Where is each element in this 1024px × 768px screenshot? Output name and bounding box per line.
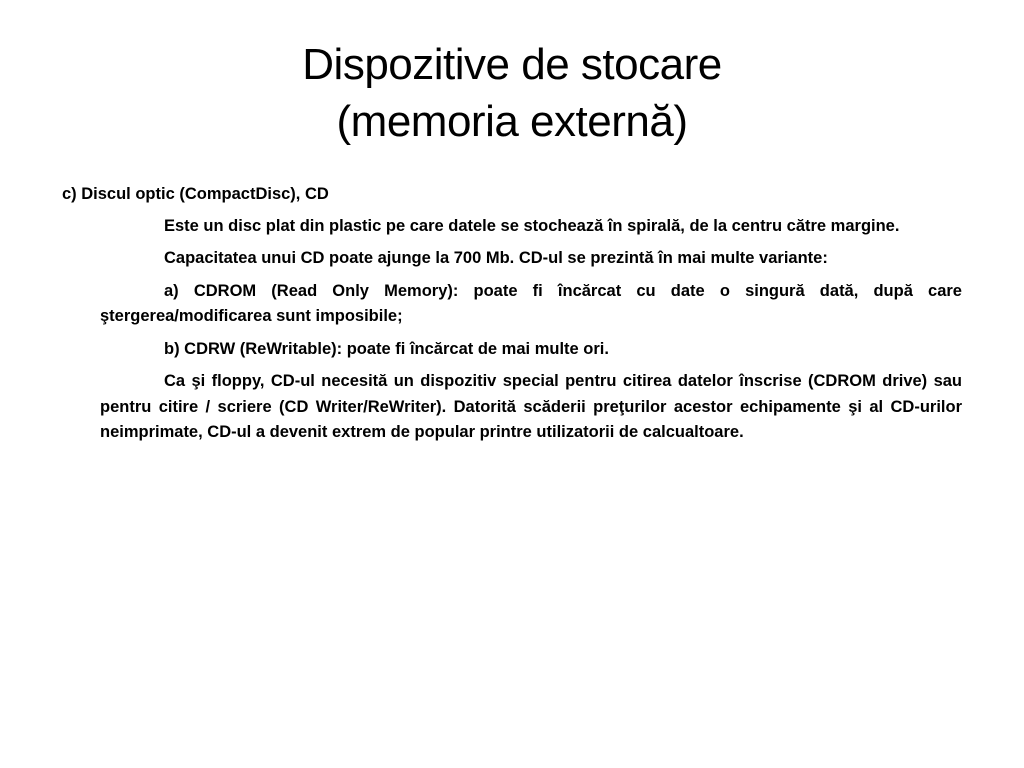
slide-body: [62, 182, 962, 453]
slide-title: [80, 36, 944, 150]
section-heading: c) Discul optic (CompactDisc), CD: [62, 185, 329, 203]
slide-title-line-1: Dispozitive de stocare: [302, 40, 722, 89]
paragraph-cdrw: b) CDRW (ReWritable): poate fi încărcat de mai multe ori.: [164, 339, 609, 358]
paragraph-capacity: Capacitatea unui CD poate ajunge la 700 Mb. CD-ul se prezintă în mai multe variante:: [164, 249, 828, 267]
slide-title-line-2: (memoria externă): [336, 97, 688, 147]
paragraph-cdrom: a) CDROM (Read Only Memory): poate fi încărcat cu date o singură dată, după care ştergerea/modificarea sunt imposibile;: [100, 281, 962, 325]
paragraph-definition: Este un disc plat din plastic pe care datele se stochează în spirală, de la centru către margine.: [164, 216, 900, 235]
paragraph-drives: Ca şi floppy, CD-ul necesită un dispozitiv special pentru citirea datelor înscrise (CDROM drive) sau pentru citire / scriere (CD Writer/ReWriter). Datorită scăderii preţurilor acestor echipamente şi al CD-urilor neimprimate, CD-ul a devenit extrem de popular printre utilizatorii de calcualtoare.: [100, 372, 962, 441]
